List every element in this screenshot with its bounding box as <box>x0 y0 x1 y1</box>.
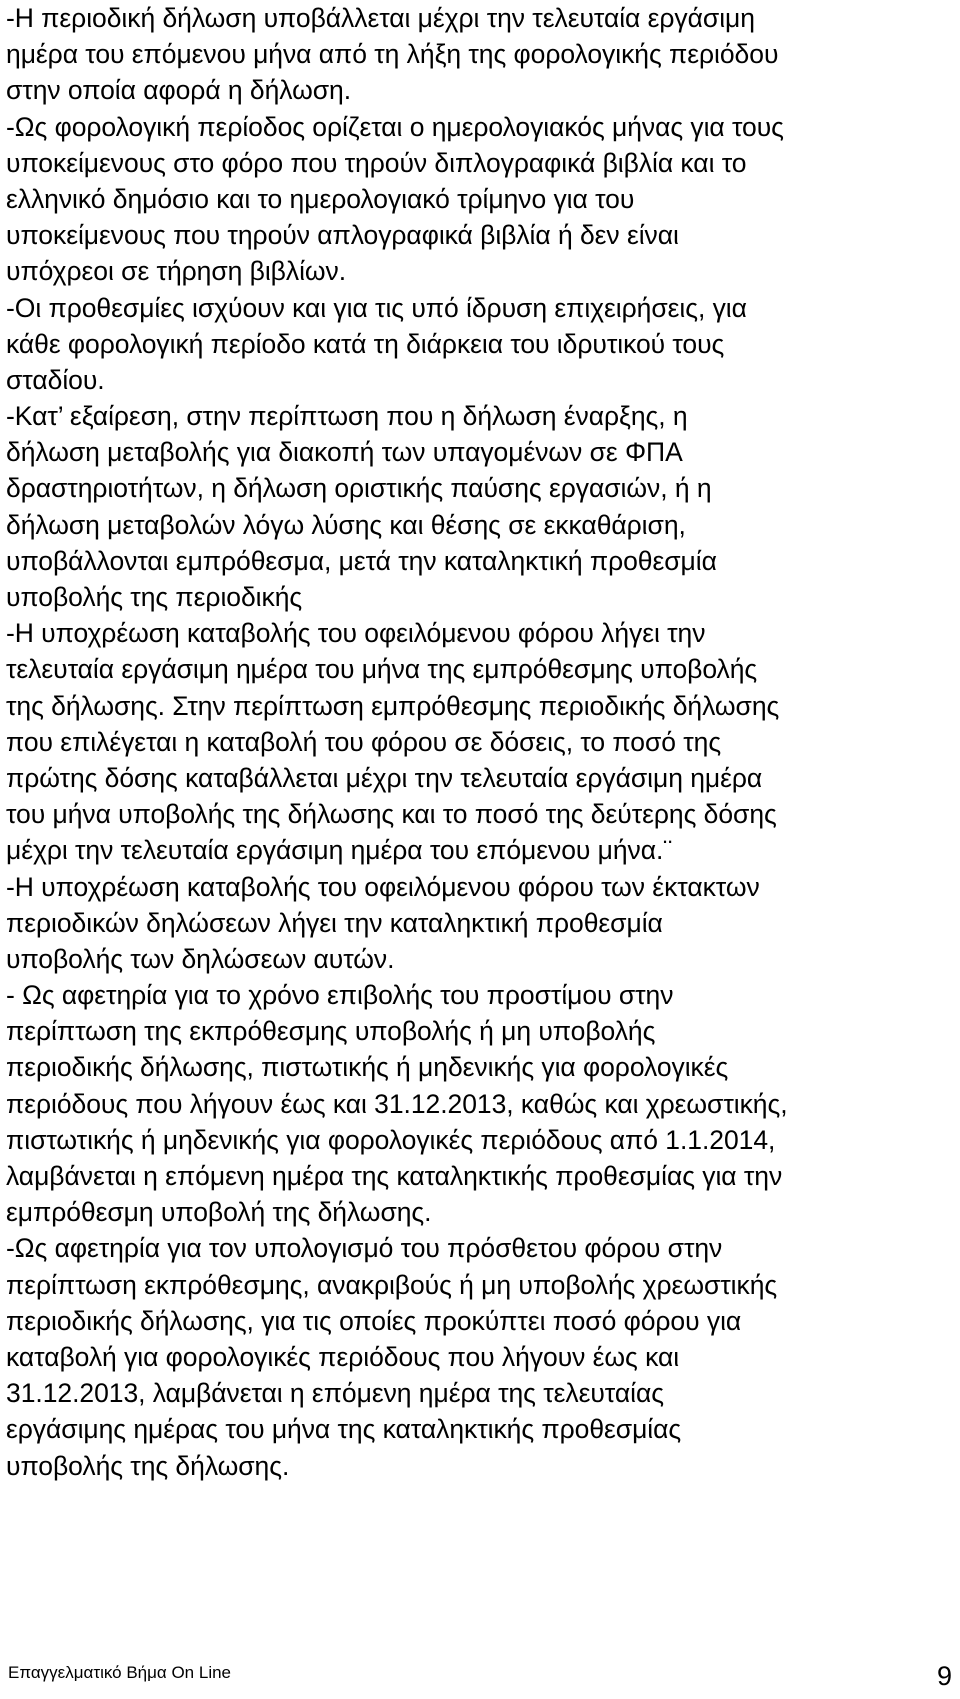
text-line: εργάσιμης ημέρας του μήνα της καταληκτικής προθεσμίας <box>6 1414 682 1445</box>
text-line: υποβολής της περιοδικής <box>6 582 303 612</box>
text-line: -Κατ’ εξαίρεση, στην περίπτωση που η δήλωση έναρξης, η <box>6 401 688 432</box>
text-line: της δήλωσης. Στην περίπτωση εμπρόθεσμης περιοδικής δήλωσης <box>6 690 780 721</box>
text-line: πρώτης δόσης καταβάλλεται μέχρι την τελευταία εργάσιμη ημέρα <box>6 762 763 793</box>
text-line: ημέρα του επόμενου μήνα από τη λήξη της φορολογικής περιόδου <box>6 39 779 70</box>
text-line: περιοδικής δήλωσης, για τις οποίες προκύπτει ποσό φόρου για <box>6 1305 742 1336</box>
text-line: στην οποία αφορά η δήλωση. <box>6 75 352 106</box>
text-line: λαμβάνεται η επόμενη ημέρα της καταληκτικής προθεσμίας για την <box>6 1161 783 1191</box>
text-line: -Οι προθεσμίες ισχύουν και για τις υπό ίδρυση επιχειρήσεις, για <box>6 292 747 323</box>
text-line: -Η υποχρέωση καταβολής του οφειλόμενου φόρου των έκτακτων <box>6 871 760 902</box>
text-line: περίπτωση της εκπρόθεσμης υποβολής ή μη υποβολής <box>6 1016 656 1047</box>
text-line: περιοδικών δηλώσεων λήγει την καταληκτική προθεσμία <box>6 907 663 938</box>
text-line: πιστωτικής ή μηδενικής για φορολογικές περιόδους από 1.1.2014, <box>6 1124 776 1155</box>
text-line: 31.12.2013, λαμβάνεται η επόμενη ημέρα της τελευταίας <box>6 1378 664 1409</box>
text-line: υποκείμενους στο φόρο που τηρούν διπλογραφικά βιβλία και το <box>6 147 747 178</box>
text-line: του μήνα υποβολής της δήλωσης και το ποσό της δεύτερης δόσης <box>6 799 777 830</box>
text-line: εμπρόθεσμη υποβολή της δήλωσης. <box>6 1197 432 1228</box>
text-line: υποβάλλονται εμπρόθεσμα, μετά την καταληκτική προθεσμία <box>6 545 717 576</box>
text-line: δήλωση μεταβολών λόγω λύσης και θέσης σε εκκαθάριση, <box>6 509 686 540</box>
text-line: περιόδους που λήγουν έως και 31.12.2013, καθώς και χρεωστικής, <box>6 1088 788 1119</box>
text-line: -Ως αφετηρία για τον υπολογισμό του πρόσθετου φόρου στην <box>6 1233 723 1264</box>
footer-source: Επαγγελματικό Βήμα On Line <box>8 1663 232 1682</box>
text-line: περιοδικής δήλωσης, πιστωτικής ή μηδενικής για φορολογικές <box>6 1052 729 1083</box>
text-line: κάθε φορολογική περίοδο κατά τη διάρκεια του ιδρυτικού τους <box>6 328 725 359</box>
text-line: τελευταία εργάσιμη ημέρα του μήνα της εμπρόθεσμης υποβολής <box>6 654 758 685</box>
text-line: υποβολής των δηλώσεων αυτών. <box>6 943 395 974</box>
text-line: μέχρι την τελευταία εργάσιμη ημέρα του επόμενου μήνα.¨ <box>6 835 673 866</box>
text-line: που επιλέγεται η καταβολή του φόρου σε δόσεις, το ποσό της <box>6 726 722 757</box>
text-line: σταδίου. <box>6 364 105 395</box>
text-line: ελληνικό δημόσιο και το ημερολογιακό τρίμηνο για του <box>6 183 635 214</box>
text-line: -Ως φορολογική περίοδος ορίζεται ο ημερολογιακός μήνας για τους <box>6 111 784 142</box>
text-line: περίπτωση εκπρόθεσμης, ανακριβούς ή μη υποβολής χρεωστικής <box>6 1269 778 1300</box>
text-line: υποκείμενους που τηρούν απλογραφικά βιβλία ή δεν είναι <box>6 220 679 251</box>
text-line: -Η περιοδική δήλωση υποβάλλεται μέχρι την τελευταία εργάσιμη <box>6 3 755 33</box>
text-line: υπόχρεοι σε τήρηση βιβλίων. <box>6 256 347 287</box>
text-line: -Η υποχρέωση καταβολής του οφειλόμενου φόρου λήγει την <box>6 618 706 649</box>
text-line: υποβολής της δήλωσης. <box>6 1450 290 1481</box>
text-line: καταβολή για φορολογικές περιόδους που λήγουν έως και <box>6 1341 680 1372</box>
text-line: - Ως αφετηρία για το χρόνο επιβολής του προστίμου στην <box>6 980 674 1011</box>
text-line: δήλωση μεταβολής για διακοπή των υπαγομένων σε ΦΠΑ <box>6 437 683 468</box>
document-body <box>6 0 956 1484</box>
text-line: δραστηριοτήτων, η δήλωση οριστικής παύσης εργασιών, ή η <box>6 473 712 504</box>
page-number: 9 <box>936 1661 952 1691</box>
